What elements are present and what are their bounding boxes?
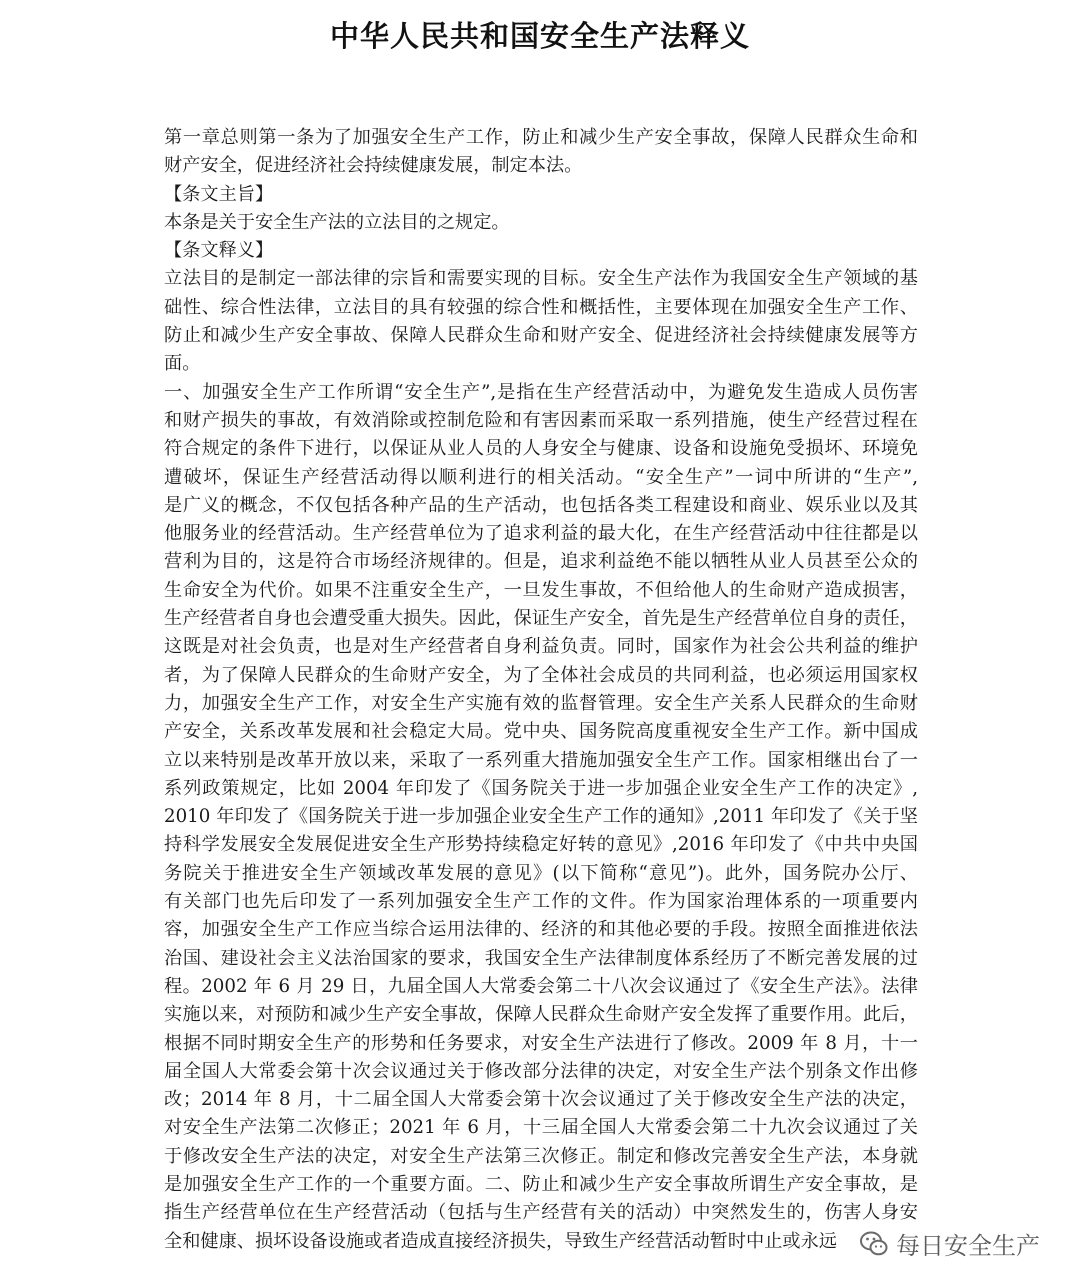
body-text-line: 于修改安全生产法的决定，对安全生产法第三次修正。制定和修改完善安全生产法，本身就 [164, 1145, 918, 1167]
body-text-line: 根据不同时期安全生产的形势和任务要求，对安全生产法进行了修改。2009 年 8 月，十一 [164, 1032, 918, 1054]
body-text-line: 2010 年印发了《国务院关于进一步加强企业安全生产工作的通知》,2011 年印发了《关于坚 [164, 806, 918, 828]
body-text-line: 系列政策规定，比如 2004 年印发了《国务院关于进一步加强企业安全生产工作的决定》, [164, 777, 918, 799]
body-text-line: 符合规定的条件下进行，以保证从业人员的人身安全与健康、设备和设施免受损坏、环境免 [164, 438, 918, 460]
body-text-line: 这既是对社会负责，也是对生产经营者自身利益负责。同时，国家作为社会公共利益的维护 [164, 636, 918, 658]
page-title: 中华人民共和国安全生产法释义 [329, 19, 750, 53]
body-text-line: 治国、建设社会主义法治国家的要求，我国安全生产法律制度体系经历了不断完善发展的过 [164, 947, 918, 969]
body-text-line: 改；2014 年 8 月，十二届全国人大常委会第十次会议通过了关于修改安全生产法的决定， [164, 1089, 918, 1111]
body-text-line: 实施以来，对预防和减少生产安全事故，保障人民群众生命财产安全发挥了重要作用。此后， [164, 1004, 918, 1026]
body-text-line: 力，加强安全生产工作，对安全生产实施有效的监督管理。安全生产关系人民群众的生命财 [164, 692, 918, 714]
body-text-line: 持科学发展安全发展促进安全生产形势持续稳定好转的意见》,2016 年印发了《中共中央国 [164, 834, 918, 856]
body-text-line: 遭破坏，保证生产经营活动得以顺利进行的相关活动。“安全生产”一词中所讲的“生产”, [164, 466, 918, 488]
body-text-line: 立法目的是制定一部法律的宗旨和需要实现的目标。安全生产法作为我国安全生产领域的基 [164, 268, 918, 290]
body-text-line: 他服务业的经营活动。生产经营单位为了追求利益的最大化，在生产经营活动中往往都是以 [164, 523, 918, 545]
body-text-line: 是广义的概念，不仅包括各种产品的生产活动，也包括各类工程建设和商业、娱乐业以及其 [164, 494, 918, 516]
document-body [164, 124, 918, 1256]
body-text-line: 第一章总则第一条为了加强安全生产工作，防止和减少生产安全事故，保障人民群众生命和 [164, 127, 918, 148]
watermark-text: 每日安全生产 [896, 1232, 1040, 1260]
body-text-line: 程。2002 年 6 月 29 日，九届全国人大常委会第二十八次会议通过了《安全生产法》。法律 [164, 975, 918, 997]
body-text-line: 全和健康、损坏设备设施或者造成直接经济损失，导致生产经营活动暂时中止或永远 [164, 1230, 837, 1252]
body-text-line: 生命安全为代价。如果不注重安全生产，一旦发生事故，不但给他人的生命财产造成损害， [164, 579, 918, 601]
body-text-line: 防止和减少生产安全事故、保障人民群众生命和财产安全、促进经济社会持续健康发展等方 [164, 325, 918, 347]
body-text-line: 生产经营者自身也会遭受重大损失。因此，保证生产安全，首先是生产经营单位自身的责任， [164, 608, 918, 630]
body-text-line: 对安全生产法第二次修正；2021 年 6 月，十三届全国人大常委会第二十九次会议通过了关 [164, 1117, 918, 1139]
body-text-line: 【条文主旨】 [164, 183, 274, 205]
body-text-line: 是加强安全生产工作的一个重要方面。二、防止和减少生产安全事故所谓生产安全事故，是 [164, 1173, 918, 1195]
body-text-line: 届全国人大常委会第十次会议通过关于修改部分法律的决定，对安全生产法个别条文作出修 [164, 1060, 918, 1082]
body-text-line: 立以来特别是改革开放以来，采取了一系列重大措施加强安全生产工作。国家相继出台了一 [164, 749, 918, 771]
body-text-line: 营利为目的，这是符合市场经济规律的。但是，追求利益绝不能以牺牲从业人员甚至公众的 [164, 551, 918, 573]
wechat-logo-icon [858, 1228, 890, 1260]
body-text-line: 面。 [164, 353, 201, 375]
body-text-line: 容，加强安全生产工作应当综合运用法律的、经济的和其他必要的手段。按照全面推进依法 [164, 919, 918, 941]
body-text-line: 产安全，关系改革发展和社会稳定大局。党中央、国务院高度重视安全生产工作。新中国成 [164, 721, 918, 743]
body-text-line: 财产安全，促进经济社会持续健康发展，制定本法。 [164, 155, 583, 177]
body-text-line: 一、加强安全生产工作所谓“安全生产”,是指在生产经营活动中，为避免发生造成人员伤害 [164, 381, 918, 403]
body-text-line: 和财产损失的事故，有效消除或控制危险和有害因素而采取一系列措施，使生产经营过程在 [164, 409, 918, 431]
body-text-line: 指生产经营单位在生产经营活动（包括与生产经营有关的活动）中突然发生的，伤害人身安 [164, 1202, 918, 1224]
body-text-line: 本条是关于安全生产法的立法目的之规定。 [164, 211, 510, 233]
body-text-line: 者，为了保障人民群众的生命财产安全，为了全体社会成员的共同利益，也必须运用国家权 [164, 664, 918, 686]
watermark [854, 1224, 1044, 1263]
body-text-line: 务院关于推进安全生产领域改革发展的意见》(以下简称“意见”)。此外，国务院办公厅、 [164, 862, 918, 884]
body-text-line: 有关部门也先后印发了一系列加强安全生产工作的文件。作为国家治理体系的一项重要内 [164, 891, 918, 913]
body-text-line: 【条文释义】 [164, 240, 274, 262]
body-text-line: 础性、综合性法律，立法目的具有较强的综合性和概括性，主要体现在加强安全生产工作、 [164, 296, 918, 318]
